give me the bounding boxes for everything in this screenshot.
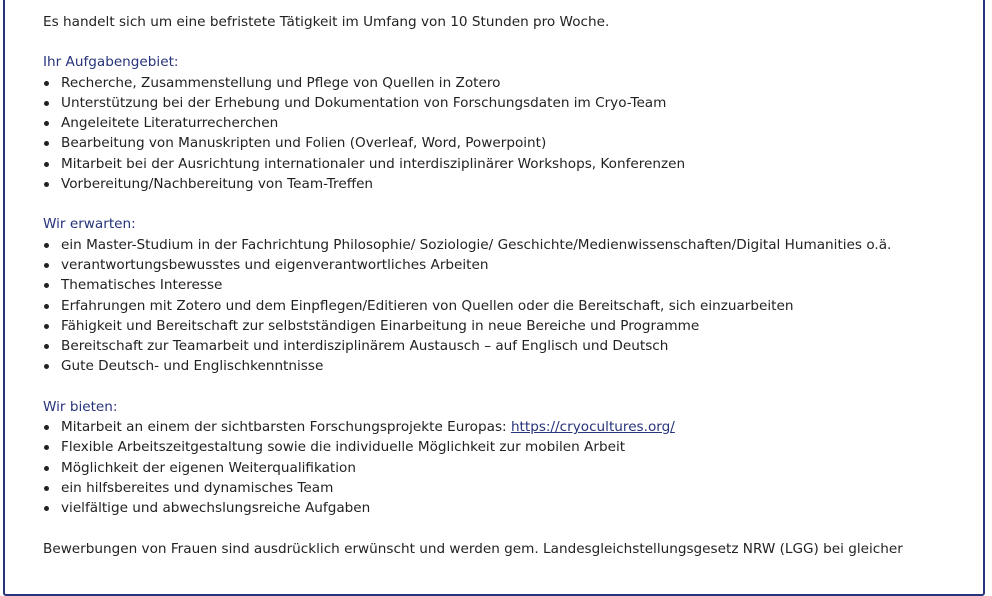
list-item: Thematisches Interesse xyxy=(43,275,948,295)
list-item xyxy=(43,417,948,437)
list-item: vielfältige und abwechslungsreiche Aufgaben xyxy=(43,498,948,518)
bullet-list xyxy=(43,235,948,377)
section-heading: Wir bieten: xyxy=(43,398,118,415)
list-item: Mitarbeit bei der Ausrichtung internationaler und interdisziplinärer Workshops, Konferenzen xyxy=(43,154,948,174)
list-item-text: Mitarbeit an einem der sichtbarsten Forschungsprojekte Europas: xyxy=(61,419,511,436)
list-item: Erfahrungen mit Zotero und dem Einpflegen/Editieren von Quellen oder die Bereitschaft, sich einzuarbeiten xyxy=(43,296,948,316)
list-item: ein Master-Studium in der Fachrichtung Philosophie/ Soziologie/ Geschichte/Medienwissenschaften/Digital Humanities o.ä. xyxy=(43,235,948,255)
list-item: Angeleitete Literaturrecherchen xyxy=(43,113,948,133)
list-item: Fähigkeit und Bereitschaft zur selbstständigen Einarbeitung in neue Bereiche und Programme xyxy=(43,316,948,336)
list-item: Möglichkeit der eigenen Weiterqualifikation xyxy=(43,458,948,478)
list-item: ein hilfsbereites und dynamisches Team xyxy=(43,478,948,498)
list-item: verantwortungsbewusstes und eigenverantwortliches Arbeiten xyxy=(43,255,948,275)
closing-text: Bewerbungen von Frauen sind ausdrücklich erwünscht und werden gem. Landesgleichstellungsgesetz NRW (LGG) bei gleicher xyxy=(43,540,903,557)
section-requirements xyxy=(43,214,948,376)
list-item: Flexible Arbeitszeitgestaltung sowie die individuelle Möglichkeit zur mobilen Arbeit xyxy=(43,437,948,457)
section-heading: Wir erwarten: xyxy=(43,216,136,233)
job-posting xyxy=(43,12,948,559)
section-tasks xyxy=(43,52,948,194)
section-heading: Ihr Aufgabengebiet: xyxy=(43,54,179,71)
section-offers xyxy=(43,397,948,519)
list-item: Unterstützung bei der Erhebung und Dokumentation von Forschungsdaten im Cryo-Team xyxy=(43,93,948,113)
list-item: Gute Deutsch- und Englischkenntnisse xyxy=(43,356,948,376)
list-item: Vorbereitung/Nachbereitung von Team-Treffen xyxy=(43,174,948,194)
bullet-list xyxy=(43,417,948,518)
list-item: Bearbeitung von Manuskripten und Folien (Overleaf, Word, Powerpoint) xyxy=(43,133,948,153)
project-link[interactable]: https://cryocultures.org/ xyxy=(510,419,675,436)
list-item: Recherche, Zusammenstellung und Pflege von Quellen in Zotero xyxy=(43,73,948,93)
list-item: Bereitschaft zur Teamarbeit und interdisziplinärem Austausch – auf Englisch und Deutsch xyxy=(43,336,948,356)
intro-text: Es handelt sich um eine befristete Tätigkeit im Umfang von 10 Stunden pro Woche. xyxy=(43,14,610,30)
bullet-list xyxy=(43,73,948,195)
